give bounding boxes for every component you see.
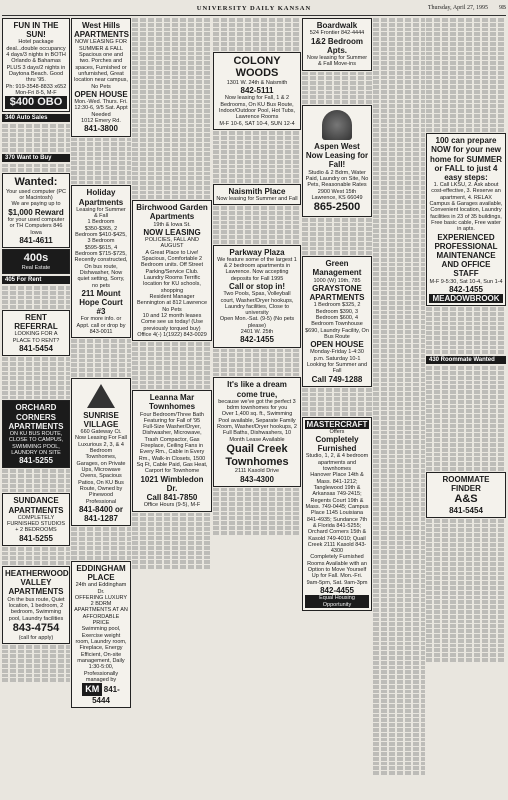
quail-headline: It's like a dream come true, <box>227 380 287 399</box>
holiday-lease: Leasing for Summer & Fall <box>76 206 126 220</box>
birchwood-addr: 19th & Iowa St. <box>153 221 191 228</box>
mastercraft-sub: Studio, 1, 2, & 4 bedroom apartments and townhomes <box>305 453 369 473</box>
colony-woods-addr: 1301 W. 24th & Naismith <box>226 79 288 86</box>
heatherwood-phone: 843-4754 <box>12 621 60 634</box>
leanna-sub: Four Bedroom/Three Bath <box>140 411 204 418</box>
aspen-brand: Aspen West <box>314 142 360 152</box>
meadowbrook-exp: EXPERIENCED PROFESSIONAL MAINTENANCE AND OFFICE STAFF <box>434 232 498 279</box>
sunrise-items: Luxurious 2, 3, & 4 Bedroom Townhomes, Garages, on Private Ups, Microwave Ovens, Spacious Patios, On KU Bus Route, Owned by Pinewood Professional <box>76 441 126 505</box>
leanna-phone: Call 841-7850 <box>146 493 198 502</box>
leanna-items: Full-Size Washer/Dryer, Dishwasher, Microwave, Trash Compactor, Gas Fireplace, Ceiling Fans in Every Rm., Cable in Every Rm., Walk-in Closets, 1500 Sq Ft, Cable Paid, Gas Heat, Carport for Townhome <box>136 424 208 475</box>
wanted-sub: Your used computer (PC or Macintosh) <box>5 188 67 202</box>
mastercraft-eq: Equal Housing Opportunity <box>305 595 369 608</box>
sundance-title: SUNDANCE APARTMENTS <box>8 496 64 515</box>
roommate-finder-brand: A&S <box>454 493 478 506</box>
sunrise-leasing: Now Leasing For Fall <box>75 435 127 442</box>
birchwood-ad <box>132 200 212 341</box>
classified-block <box>426 307 506 354</box>
birchwood-info: Come see us today! (Use previously torqued buy) <box>140 319 204 332</box>
eddingham-items: Swimming pool, Exercise weight room, Laundry room, Fireplace, Energy Efficient, On-site management, Daily 1:30-5:00, Professionally managed by <box>75 626 127 683</box>
classified-block <box>302 72 372 105</box>
column-4 <box>213 17 301 796</box>
birchwood-office: Office 4(-) 1(1922) 843-0029 <box>137 331 207 338</box>
sundance-items: COMPLETELY FURNISHED STUDIOS + 2 BEDROOMS <box>6 514 66 534</box>
real-estate-header <box>2 249 70 274</box>
quail-creek-ad <box>213 377 301 486</box>
meadowbrook-steps: 1. Call LKSU, 2. Ask about cost-effective, 3. Reserve an apartment, 4. RELAX <box>431 182 501 201</box>
roommate-finder-title: ROOMMATE FINDER <box>442 474 490 493</box>
west-hills-leasing: NOW LEASING FOR SUMMER & FALL <box>75 39 127 52</box>
aspen-logo-icon <box>322 110 352 140</box>
column-6 <box>373 17 425 796</box>
mastercraft-locations: Hanover Place 14th & Mass. 841-1212; Tanglewood 19th & Arkansas 749-2415; Regents Court 19th & Mass. 749-0445; Campus Place 1145 Louisiana 841-4935; Sundance 7th & Florida 841-5255; Orchard Corners 15th & Kasold 749-4010; Quail Creek 2111 Kasold 843-4300 <box>305 472 369 555</box>
meadowbrook-promo: 100 can prepare NOW for your new home for SUMMER or FALL to just 4 easy steps: <box>430 136 502 182</box>
classified-block <box>2 286 70 309</box>
eddingham-addr: 24th and Eddingham Dr. <box>75 582 127 595</box>
wanted-cash: $1,000 Reward <box>8 207 64 217</box>
holiday-info: For more info. or Appt. call or drop by 843-0011 <box>76 316 126 336</box>
classified-block <box>132 513 212 570</box>
colony-woods-hours: M-F 10-6, SAT 10-4, SUN 12-4 <box>219 120 295 127</box>
column-1 <box>2 17 70 796</box>
aspen-phone: 865-2500 <box>313 201 361 214</box>
mastercraft-offers: Offers <box>329 428 345 435</box>
column-5 <box>302 17 372 796</box>
classified-block <box>213 206 301 243</box>
quail-offer: Over 1,400 sq. ft., Swimming Pool available, Separate Family Room, Washer/Dryer hookups, 2 Full Baths, Dishwashers, 10 Month Lease Available <box>217 411 297 443</box>
heatherwood-ad <box>2 566 70 644</box>
orchard-items: ON KU BUS ROUTE, CLOSE TO CAMPUS, SWIMMING POOL, LAUNDRY ON SITE <box>8 430 64 456</box>
eddingham-title: EDDINGHAM PLACE <box>76 563 126 583</box>
classified-block <box>2 469 70 492</box>
meadowbrook-phone: 842-1455 <box>449 284 483 294</box>
west-hills-brand: West Hills APARTMENTS <box>74 21 129 40</box>
naismith-sub: Now leasing for Summer and Fall <box>216 195 298 202</box>
classified-block <box>132 342 212 389</box>
mastercraft-phone: 842-4455 <box>320 586 354 595</box>
classified-block <box>213 131 301 183</box>
real-estate-label: Real Estate <box>21 264 51 271</box>
meadowbrook-hours: M-F 9-5:30, Sat 10-4, Sun 1-4 <box>429 278 503 285</box>
birchwood-leasing: NOW LEASING <box>143 227 201 237</box>
km-logo: KM <box>82 683 102 695</box>
issue-date: Thursday, April 27, 1995 <box>427 5 488 11</box>
classified-block <box>426 366 506 471</box>
mastercraft-title: Completely Furnished <box>315 435 359 454</box>
parkway-feature: We feature some of the largest 1 & 2 bedroom apartments in Lawrence. Now accepting deposits for Fall 1995 <box>217 256 297 282</box>
classified-block <box>426 519 506 662</box>
wanted-pay: We are paying up to <box>11 201 61 208</box>
quail-phone: 843-4300 <box>240 474 274 484</box>
holiday-apartments-ad <box>71 185 131 338</box>
naismith-place-ad <box>213 184 301 206</box>
eddingham-phone: 841-5444 <box>92 685 120 705</box>
classified-block <box>71 527 131 560</box>
eddingham-place-ad <box>71 561 131 708</box>
column-2 <box>71 17 131 796</box>
graystone-co: GRAYSTONE APARTMENTS <box>309 283 365 303</box>
sunrise-brand: SUNRISE VILLAGE <box>83 410 119 429</box>
fun-price: $400 OBO <box>5 96 67 109</box>
classified-block <box>2 124 70 152</box>
classified-block <box>213 488 301 535</box>
orchard-phone: 841-5255 <box>19 456 53 466</box>
aspen-items: Studio & 2 Bdrm, Water Paid, Laundry on Site, No Pets, Reasonable Rates <box>305 169 369 189</box>
colony-woods-ad <box>213 52 301 130</box>
leanna-hours: Office Hours (9-5), M-F <box>143 502 201 509</box>
holiday-addr: 211 Mount Hope Court #3 <box>79 288 123 317</box>
wanted-ad <box>2 173 70 248</box>
classified-block <box>2 645 70 682</box>
leanna-addr: 1021 Wimbledon Dr. <box>140 474 204 493</box>
wanted-title: Wanted: <box>14 176 58 189</box>
graystone-brand: Green Management <box>312 259 362 278</box>
orchard-title: ORCHARD CORNERS APARTMENTS <box>8 403 64 431</box>
roommate-finder-ad <box>426 472 506 518</box>
classified-block <box>2 164 70 173</box>
boardwalk-ad <box>302 18 372 71</box>
graystone-addr: 1000 (W) 19th, 785 <box>313 277 361 284</box>
parkway-items: Two Pools, Spas, Volleyball court, Washer/Dryer hookups, Laundry facilities, Close to university <box>220 291 294 317</box>
orchard-corners-ad <box>2 400 70 468</box>
leanna-fall: Featuring for Fall of '95 <box>143 417 201 424</box>
aspen-title: Now Leasing for Fall! <box>305 151 369 170</box>
wanted-phone: 841-4611 <box>19 235 53 245</box>
classified-block <box>71 339 131 376</box>
birchwood-lease: 10 and 12 month leases <box>142 312 202 319</box>
aspen-west-ad <box>302 105 372 217</box>
west-hills-phone: 841-3800 <box>84 124 118 134</box>
quail-sub: because we've got the perfect 3 bdrm townhomes for you <box>218 398 296 412</box>
classified-block <box>302 218 372 255</box>
column-7 <box>426 17 506 796</box>
meadowbrook-ad <box>426 133 506 306</box>
graystone-phone: Call 749-1288 <box>311 374 363 384</box>
sunrise-village-ad <box>71 378 131 527</box>
boardwalk-addr: 524 Frontier 842-4444 <box>309 30 365 37</box>
west-hills-hours: Mon.-Wed. Thurs. Fri. 12:30-6, 9/5 Sat. Appt Needed <box>74 99 128 118</box>
column-3 <box>132 17 212 796</box>
birchwood-resident: Resident Manager Bennington at 812 Lawrence No Pets <box>136 293 208 313</box>
classified-block <box>2 547 70 565</box>
boardwalk-brand: Boardwalk <box>316 21 358 30</box>
fun-body: Hotel package deal...double occupancy 4 days/3 nights in BOTH Orlando & Bahamas PLUS 3 days/2 nights in Daytona Beach. Good thru '95. <box>6 39 66 84</box>
meadowbrook-brand: MEADOWBROOK <box>429 294 503 303</box>
rent-referral-brand: RENT REFERRAL <box>14 313 58 332</box>
sailboat-logo-icon <box>87 384 115 408</box>
birchwood-pol: POLICIES, FALL AND AUGUST <box>145 237 199 250</box>
page-number: 9B <box>498 5 506 11</box>
boardwalk-sub: Now leasing for Summer & Fall Move-ins <box>306 54 368 68</box>
heatherwood-items: On the bus route, Quiet location, 1 bedroom, 2 bedroom, Swimming pool, Laundry facilities <box>7 596 65 622</box>
eddingham-lead: OFFERING LUXURY 2 BDRM APARTMENTS AT AN AFFORDABLE PRICE <box>74 594 128 627</box>
sunrise-addr: 660 Gateway Ct. <box>80 429 122 436</box>
west-hills-items: Spacious one and two. Porches and spaces, Furnished or unfurnished, Great location near campus, No Pets <box>74 52 128 90</box>
naismith-title: Naismith Place <box>228 186 286 196</box>
west-hills-ad <box>71 18 131 137</box>
holiday-title: Holiday Apartments <box>78 188 124 207</box>
fun-in-sun-ad <box>2 18 70 112</box>
heatherwood-title: HEATHERWOOD VALLEY APARTMENTS <box>5 569 69 597</box>
graystone-ad <box>302 256 372 387</box>
section-auto-sales: 340 Auto Sales <box>2 114 70 122</box>
classified-block <box>132 18 212 199</box>
classified-block <box>373 18 425 775</box>
boardwalk-head: 1&2 Bedroom Apts. <box>310 36 363 55</box>
parkway-title: Parkway Plaza <box>229 247 285 257</box>
sundance-phone: 841-5255 <box>19 533 53 543</box>
heatherwood-call: (call for apply) <box>18 634 54 641</box>
parkway-call: Call or stop in! <box>229 282 285 291</box>
aspen-addr: 2900 West 15th Lawrence, KS 66049 <box>311 188 363 201</box>
rent-referral-ad <box>2 310 70 356</box>
graystone-looking: Looking for Summer and Fall <box>306 361 368 375</box>
mastercraft-foot: Completely Furnished Rooms Available with an Option to Move Yourself Up for Fall. Mon.-Fri. 9am-5pm, Sat. 9am-3pm <box>306 554 368 586</box>
graystone-open: OPEN HOUSE <box>310 340 364 350</box>
leanna-title: Leanna Mar Townhomes <box>148 393 196 412</box>
leanna-mar-ad <box>132 390 212 511</box>
quail-addr: 2111 Kasold Drive <box>234 468 280 475</box>
classified-block <box>302 388 372 416</box>
section-for-rent: 405 For Rent <box>2 276 70 284</box>
section-roommate-wanted: 430 Roommate Wanted <box>426 356 506 364</box>
west-hills-addr: 1012 Emery Rd. <box>81 118 121 124</box>
colony-woods-title: COLONY WOODS <box>233 54 281 80</box>
classified-block <box>71 138 131 185</box>
graystone-items: 1 Bedroom $325, 2 Bedroom $390, 3 Bedroom $600, 4 Bedroom Townhouse $690, Laundry Facility, On Bus Route <box>305 302 369 340</box>
rent-referral-tag: LOOKING FOR A PLACE TO RENT? <box>12 331 60 344</box>
masthead: UNIVERSITY DAILY KANSAN <box>196 5 312 12</box>
classified-block <box>426 18 506 132</box>
graystone-hours: Monday-Friday 1-4:30 p.m. Saturday 10-1 <box>310 349 364 362</box>
quail-brand: Quail Creek Townhomes <box>225 442 289 468</box>
meadowbrook-items: Campus & Garages available, Convenient location, Laundry facilities in 23 of 35 buildings, Free basic cable, Free water in apts. <box>429 201 503 233</box>
colony-woods-items: Now leasing for Fall, 1 & 2 Bedrooms, On KU Bus Route, Indoor/Outdoor Pool, Hot Tubs, Lawrence Rooms <box>218 95 296 121</box>
sunrise-phone: 841-8400 or 841-1287 <box>78 504 124 524</box>
holiday-items: 1 Bedroom $350-$365, 2 Bedroom $410-$425, 3 Bedroom $595-$615, 4 Bedroom $715-$725, Recently constructed, On bus route, Dishwasher, Now quiet setting, Sorry, no pets <box>74 219 128 289</box>
roommate-finder-phone: 841-5454 <box>449 505 483 515</box>
classified-block <box>213 349 301 377</box>
parkway-phone: 842-1455 <box>240 335 274 345</box>
west-hills-open: OPEN HOUSE <box>74 89 128 99</box>
birchwood-items: A Great Place to Live! Spacious, Comfortable 2 Bedroom units. Off Street Parking/Service Club. Laundry Rooms Terrific location for KU schools, shopping <box>141 249 203 294</box>
sundance-ad <box>2 493 70 546</box>
wanted-note: for your used computer or TH Computers 846 Iowa <box>7 216 65 236</box>
parkway-plaza-ad <box>213 245 301 348</box>
section-want-to-buy: 370 Want to Buy <box>2 154 70 162</box>
real-estate-number: 400s <box>23 252 49 265</box>
colony-woods-phone: 842-5111 <box>240 86 274 96</box>
rent-referral-phone: 841-5454 <box>19 344 53 354</box>
birchwood-title: Birchwood Garden Apartments <box>136 203 208 222</box>
classified-block <box>2 357 70 399</box>
parkway-addr: 2401 W. 25th <box>240 329 274 336</box>
parkway-open: Open Mon.-Sat. (9-5) (No pets please) <box>219 316 295 329</box>
classified-block <box>213 18 301 51</box>
mastercraft-ad <box>302 417 372 611</box>
fun-title: FUN IN THE SUN! <box>13 21 59 40</box>
mastercraft-brand: MASTERCRAFT <box>306 419 368 429</box>
page-header <box>2 3 506 16</box>
fun-phone: Ph: 919-3548-8833 x652 Mon-Fri 8-5, M-F <box>5 83 67 96</box>
